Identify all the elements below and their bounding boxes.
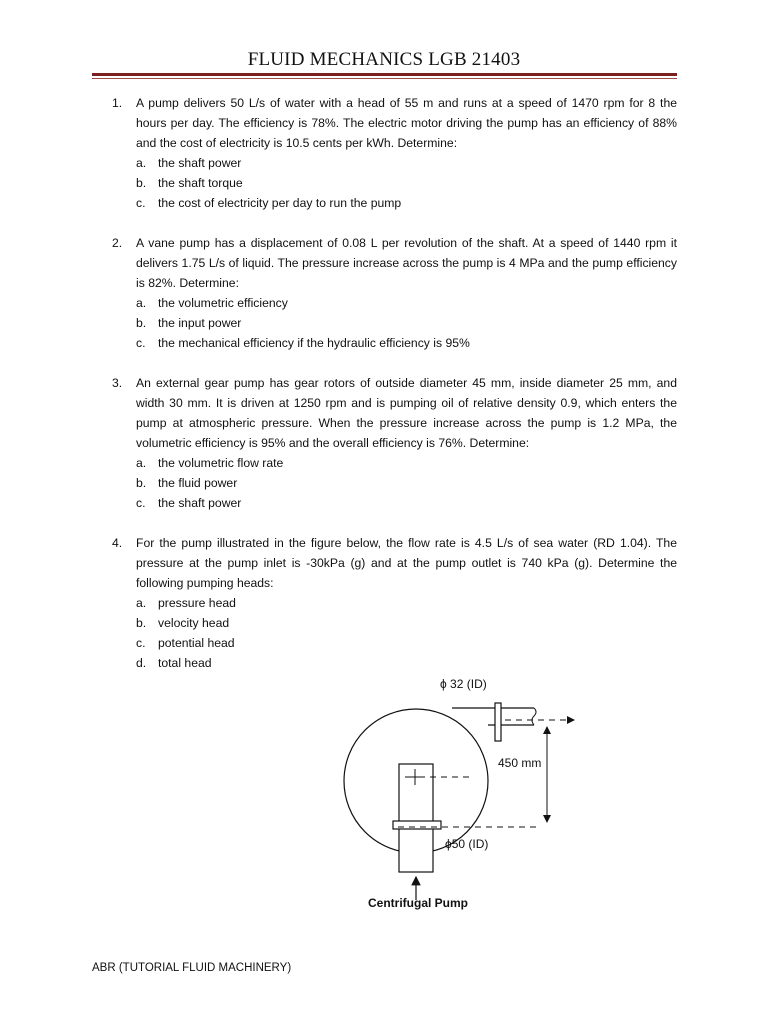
title-rule-thick <box>92 73 677 76</box>
option-item <box>136 453 677 473</box>
height-label: 450 mm <box>498 756 542 770</box>
option-letter: a. <box>136 296 147 310</box>
option-text: the shaft torque <box>158 176 243 190</box>
option-list <box>136 453 677 513</box>
option-text: potential head <box>158 636 235 650</box>
question-2 <box>112 233 677 353</box>
centrifugal-pump-figure <box>300 670 600 920</box>
question-stem: A pump delivers 50 L/s of water with a head of 55 m and runs at a speed of 1470 rpm for 8 the hours per day. The efficiency is 78%. The electric motor driving the pump has an efficiency of 88% and the cost of electricity is 10.5 cents per kWh. Determine: <box>136 96 677 150</box>
option-item <box>136 593 677 613</box>
option-text: the mechanical efficiency if the hydraulic efficiency is 95% <box>158 336 470 350</box>
page-footer: ABR (TUTORIAL FLUID MACHINERY) <box>92 962 292 974</box>
question-stem: For the pump illustrated in the figure below, the flow rate is 4.5 L/s of sea water (RD 1.04). The pressure at the pump inlet is -30kPa (g) and at the pump outlet is 740 kPa (g). Determine the following pumping heads: <box>136 536 677 590</box>
inlet-diameter-label: ϕ50 (ID) <box>445 837 489 851</box>
option-item <box>136 293 677 313</box>
option-item <box>136 633 677 653</box>
question-number: 1. <box>112 96 123 110</box>
title-rule-thin <box>92 78 677 79</box>
option-item <box>136 153 677 173</box>
outlet-flange <box>495 703 501 741</box>
option-text: the shaft power <box>158 496 242 510</box>
option-text: velocity head <box>158 616 230 630</box>
question-number: 4. <box>112 536 123 550</box>
question-stem: An external gear pump has gear rotors of outside diameter 45 mm, inside diameter 25 mm, and width 30 mm. It is driven at 1250 rpm and is pumping oil of relative density 0.9, which enters the pump at atmospheric pressure. When the pressure increase across the pump is 1.2 MPa, the volumetric efficiency is 95% and the overall efficiency is 76%. Determine: <box>136 376 677 450</box>
option-item <box>136 333 677 353</box>
page-title: FLUID MECHANICS LGB 21403 <box>247 49 521 70</box>
inlet-pipe <box>399 764 433 872</box>
question-1 <box>112 93 677 213</box>
option-text: the fluid power <box>158 476 238 490</box>
option-item <box>136 493 677 513</box>
option-list <box>136 153 677 213</box>
option-text: the cost of electricity per day to run the pump <box>158 196 402 210</box>
option-letter: c. <box>136 636 146 650</box>
option-letter: b. <box>136 316 147 330</box>
option-item <box>136 313 677 333</box>
option-letter: b. <box>136 616 147 630</box>
option-letter: b. <box>136 476 147 490</box>
option-list <box>136 593 677 673</box>
question-3 <box>112 373 677 513</box>
option-item <box>136 193 677 213</box>
option-letter: a. <box>136 456 147 470</box>
option-text: pressure head <box>158 596 236 610</box>
option-letter: a. <box>136 596 147 610</box>
inlet-flange <box>393 821 441 829</box>
option-letter: d. <box>136 656 147 670</box>
outlet-diameter-label: ϕ 32 (ID) <box>440 677 487 691</box>
question-4 <box>112 533 677 673</box>
option-text: the input power <box>158 316 242 330</box>
question-number: 3. <box>112 376 123 390</box>
option-text: total head <box>158 656 212 670</box>
option-text: the shaft power <box>158 156 242 170</box>
option-list <box>136 293 677 353</box>
option-text: the volumetric efficiency <box>158 296 288 310</box>
option-item <box>136 473 677 493</box>
option-item <box>136 613 677 633</box>
figure-caption: Centrifugal Pump <box>368 896 469 910</box>
question-number: 2. <box>112 236 123 250</box>
option-letter: c. <box>136 336 146 350</box>
question-stem: A vane pump has a displacement of 0.08 L per revolution of the shaft. At a speed of 1440 rpm it delivers 1.75 L/s of liquid. The pressure increase across the pump is 4 MPa and the pump efficiency is 82%. Determine: <box>136 236 677 290</box>
option-letter: b. <box>136 176 147 190</box>
option-letter: c. <box>136 196 146 210</box>
option-text: the volumetric flow rate <box>158 456 284 470</box>
outlet-pipe-break <box>532 708 536 725</box>
option-letter: a. <box>136 156 147 170</box>
option-letter: c. <box>136 496 146 510</box>
option-item <box>136 173 677 193</box>
